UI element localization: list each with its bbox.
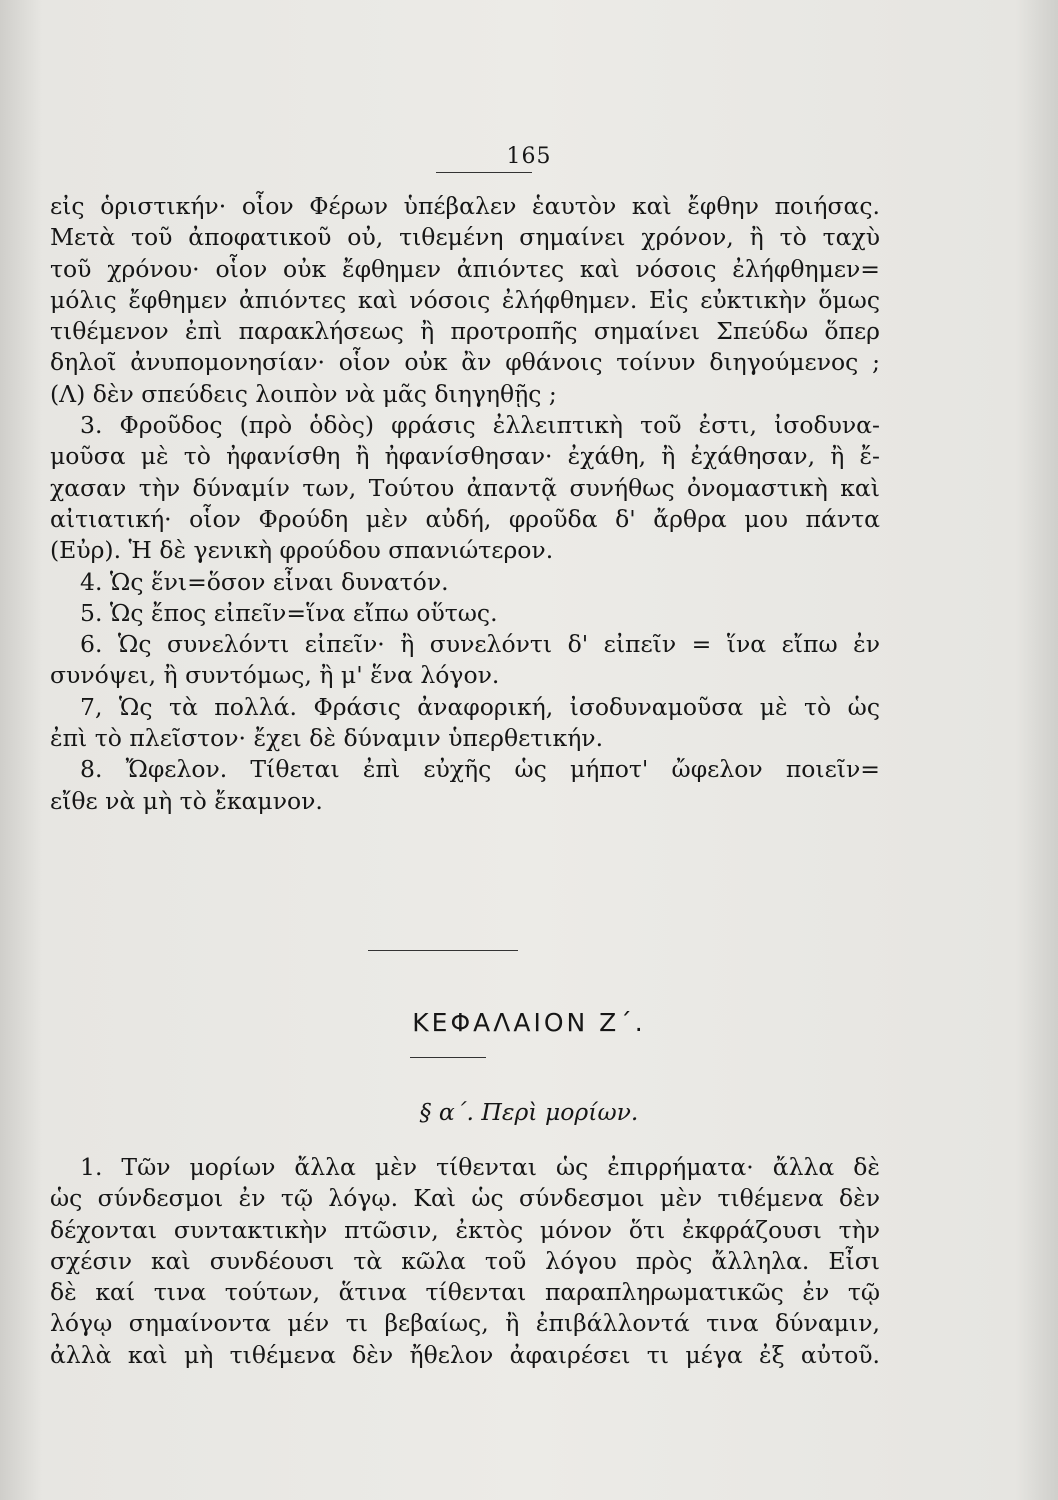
- text-line: 7, Ὡς τὰ πολλά. Φράσις ἀναφορική, ἰσοδυναμοῦσα μὲ τὸ ὡς: [80, 692, 880, 721]
- text-line: μοῦσα μὲ τὸ ἠφανίσθη ἢ ἠφανίσθησαν· ἐχάθη, ἢ ἐχάθησαν, ἢ ἔ-: [50, 442, 880, 471]
- text-line: ὡς σύνδεσμοι ἐν τῷ λόγῳ. Καὶ ὡς σύνδεσμοι μὲν τιθέμενα δὲν: [50, 1184, 880, 1213]
- text-block-2: [50, 1152, 880, 1371]
- text-line: αἰτιατική· οἷον Φρούδη μὲν αὐδή, φροῦδα δ' ἄρθρα μου πάντα: [50, 504, 880, 533]
- text-line: 3. Φροῦδος (πρὸ ὁδὸς) φράσις ἐλλειπτικὴ τοῦ ἐστι, ἰσοδυνα-: [80, 411, 880, 440]
- text-line: 4. Ὡς ἕνι=ὅσον εἶναι δυνατόν.: [80, 567, 449, 596]
- text-block-1: [50, 191, 880, 817]
- header-rule: [436, 172, 532, 173]
- text-line: Μετὰ τοῦ ἀποφατικοῦ οὐ, τιθεμένη σημαίνει χρόνον, ἢ τὸ ταχὺ: [50, 223, 880, 252]
- text-line: δηλοῖ ἀνυπομονησίαν· οἷον οὐκ ἂν φθάνοις τοίνυν διηγούμενος ;: [50, 348, 880, 377]
- text-line: τοῦ χρόνου· οἷον οὐκ ἔφθημεν ἀπιόντες καὶ νόσοις ἐλήφθημεν=: [50, 254, 880, 283]
- text-line: (Εὐρ). Ἡ δὲ γενικὴ φρούδου σπανιώτερον.: [50, 536, 554, 565]
- section-divider-rule: [368, 950, 518, 951]
- text-line: χασαν τὴν δύναμίν των, Τούτου ἀπαντᾷ συνήθως ὀνομαστικὴ καὶ: [50, 473, 880, 502]
- text-line: εἰς ὁριστικήν· οἷον Φέρων ὑπέβαλεν ἑαυτὸν καὶ ἔφθην ποιήσας.: [50, 192, 880, 220]
- text-line: 6. Ὡς συνελόντι εἰπεῖν· ἢ συνελόντι δ' εἰπεῖν = ἵνα εἴπω ἐν: [80, 630, 880, 659]
- text-line: (Λ) δὲν σπεύδεις λοιπὸν νὰ μᾶς διηγηθῇς ;: [50, 379, 557, 408]
- text-line: 5. Ὡς ἔπος εἰπεῖν=ἵνα εἴπω οὕτως.: [80, 598, 498, 627]
- page-number: 165: [506, 144, 552, 169]
- text-line: σχέσιν καὶ συνδέουσι τὰ κῶλα τοῦ λόγου πρὸς ἄλληλα. Εἶσι: [50, 1246, 880, 1275]
- section-title: § α΄. Περὶ μορίων.: [419, 1098, 639, 1126]
- chapter-title: ΚΕΦΑΛΑΙΟΝ Ζ΄.: [412, 1008, 646, 1037]
- chapter-underline-rule: [410, 1057, 486, 1058]
- text-line: δὲ καί τινα τούτων, ἅτινα τίθενται παραπληρωματικῶς ἐν τῷ: [50, 1278, 880, 1307]
- text-line: 8. Ὤφελον. Τίθεται ἐπὶ εὐχῆς ὡς μήποτ' ὤφελον ποιεῖν=: [80, 755, 880, 784]
- text-line: τιθέμενον ἐπὶ παρακλήσεως ἢ προτροπῆς σημαίνει Σπεύδω ὅπερ: [50, 317, 880, 346]
- text-line: δέχονται συντακτικὴν πτῶσιν, ἐκτὸς μόνον ὅτι ἐκφράζουσι τὴν: [50, 1215, 880, 1244]
- text-line: συνόψει, ἢ συντόμως, ἢ μ' ἕνα λόγον.: [50, 661, 500, 690]
- text-line: ἐπὶ τὸ πλεῖστον· ἔχει δὲ δύναμιν ὑπερθετικήν.: [50, 724, 604, 753]
- text-line: εἴθε νὰ μὴ τὸ ἔκαμνον.: [50, 786, 323, 815]
- text-line: 1. Τῶν μορίων ἄλλα μὲν τίθενται ὡς ἐπιρρήματα· ἄλλα δὲ: [80, 1153, 880, 1181]
- text-line: μόλις ἔφθημεν ἀπιόντες καὶ νόσοις ἐλήφθημεν. Εἰς εὐκτικὴν ὅμως: [50, 285, 880, 314]
- text-line: ἀλλὰ καὶ μὴ τιθέμενα δὲν ἤθελον ἀφαιρέσει τι μέγα ἐξ αὐτοῦ.: [50, 1340, 880, 1369]
- text-line: λόγῳ σημαίνοντα μέν τι βεβαίως, ἢ ἐπιβάλλοντά τινα δύναμιν,: [50, 1309, 880, 1338]
